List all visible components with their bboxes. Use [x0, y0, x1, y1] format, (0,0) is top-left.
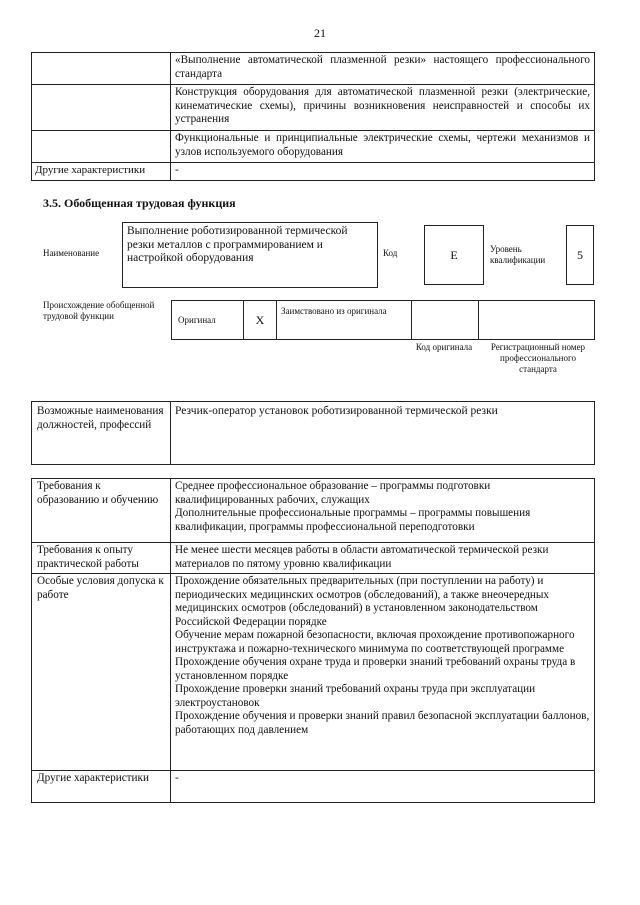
section-title: 3.5. Обобщенная трудовая функция — [43, 196, 236, 210]
requirement-item: Прохождение обучения охране труда и проверки знаний требований охраны труда в установленном порядке — [175, 656, 576, 682]
table-row — [32, 163, 594, 180]
table-row — [32, 479, 594, 543]
education-label: Требования к образованию и обучению — [32, 479, 171, 542]
table-row — [32, 574, 594, 771]
requirement-item: - — [175, 772, 179, 784]
page-number: 21 — [314, 26, 326, 40]
requirement-item: Прохождение проверки знаний требований охраны труда при эксплуатации электроустановок — [175, 683, 536, 709]
reg-number-label: Регистрационный номер профессионального стандарта — [490, 342, 586, 374]
experience-label: Требования к опыту практической работы — [32, 543, 171, 573]
original-label: Оригинал — [172, 301, 244, 339]
other-label: Другие характеристики — [32, 771, 171, 802]
reg-number-cell — [479, 301, 594, 339]
row-value: Конструкция оборудования для автоматической плазменной резки (электрические, кинематические схемы), причины возникновения неисправностей и способы их устранения — [175, 86, 590, 125]
qualification-level-value: 5 — [566, 225, 594, 285]
origin-table — [171, 300, 595, 340]
original-code-cell — [412, 301, 479, 339]
function-name-value: Выполнение роботизированной термической резки металлов с программированием и настройкой оборудования — [122, 222, 378, 288]
admission-value — [171, 574, 594, 770]
admission-label: Особые условия допуска к работе — [32, 574, 171, 770]
knowledge-table-continuation — [31, 52, 595, 181]
row-value: «Выполнение автоматической плазменной резки» настоящего профессионального стандарта — [175, 54, 590, 80]
requirement-item: Обучение мерам пожарной безопасности, включая прохождение противопожарного инструктажа и пожарно-технического минимума по соответствующей программе — [175, 629, 575, 655]
requirement-item: Среднее профессиональное образование – программы подготовки квалифицированных рабочих, служащих — [175, 480, 491, 506]
positions-value: Резчик-оператор установок роботизированной термической резки — [175, 405, 498, 417]
code-label: Код — [383, 248, 398, 258]
other-value — [171, 771, 594, 802]
row-label — [32, 53, 171, 84]
origin-label: Происхождение обобщенной трудовой функции — [43, 300, 155, 321]
requirement-item: Прохождение обучения и проверки знаний правил безопасной эксплуатации баллонов, работающих под давлением — [175, 710, 590, 736]
requirement-item: Дополнительные профессиональные программы – программы повышения квалификации, программы профессиональной переподготовки — [175, 507, 531, 533]
borrowed-label: Заимствовано из оригинала — [277, 301, 412, 339]
row-value: Функциональные и принципиальные электрические схемы, чертежи механизмов и узлов используемого оборудования — [175, 132, 590, 158]
positions-table — [31, 401, 595, 465]
table-row — [32, 131, 594, 163]
row-label: Другие характеристики — [32, 163, 171, 180]
row-label — [32, 131, 171, 162]
qualification-level-label: Уровень квалификации — [490, 244, 546, 265]
code-original-label: Код оригинала — [415, 342, 473, 352]
row-label — [32, 85, 171, 130]
code-value: E — [424, 225, 484, 285]
table-row — [32, 771, 594, 802]
education-value — [171, 479, 594, 542]
experience-value — [171, 543, 594, 573]
requirement-item: Прохождение обязательных предварительных (при поступлении на работу) и периодических медицинских осмотров (обследований), а также внеочередных медицинских осмотров (обследований) в установленном законодательством Российской Федерации порядке — [175, 575, 550, 628]
positions-label: Возможные наименования должностей, профессий — [32, 402, 171, 464]
requirement-item: Не менее шести месяцев работы в области автоматической термической резки материалов по пятому уровню квалификации — [175, 544, 549, 570]
original-mark: X — [244, 301, 277, 339]
name-label: Наименование — [43, 248, 100, 258]
table-row — [32, 53, 594, 85]
requirements-table — [31, 478, 595, 803]
row-value: - — [175, 164, 179, 176]
table-row — [32, 543, 594, 574]
table-row — [32, 85, 594, 131]
